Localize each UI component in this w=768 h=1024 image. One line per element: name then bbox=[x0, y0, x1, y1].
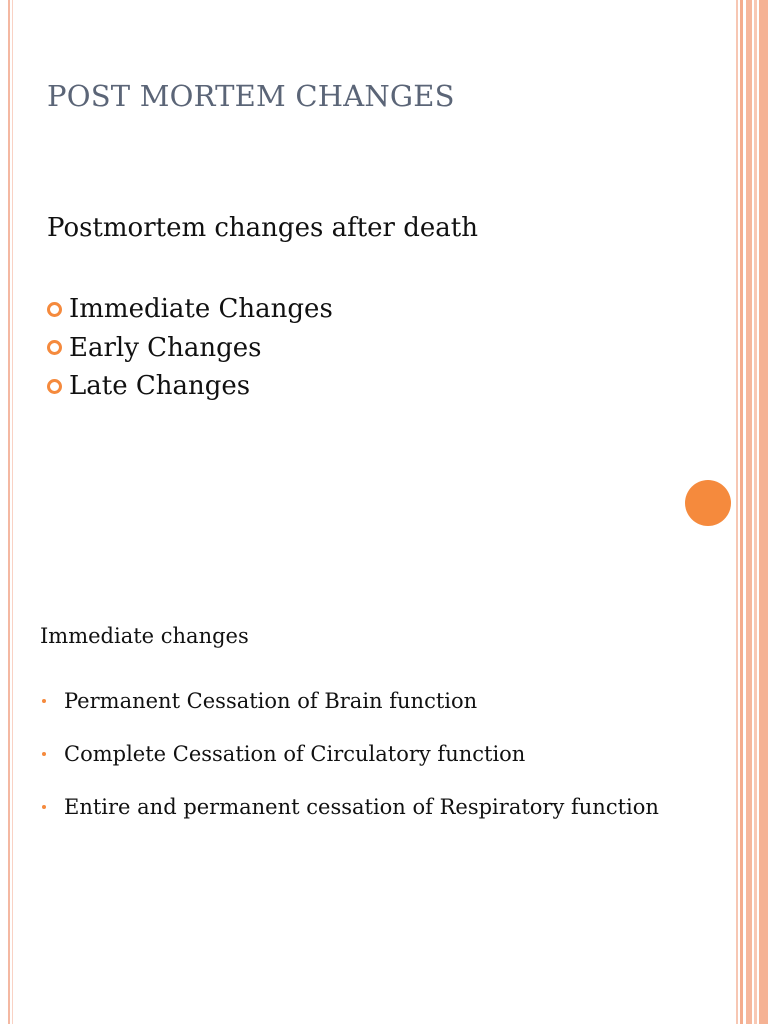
list-item-label: Early Changes bbox=[69, 332, 262, 363]
border-stripe bbox=[754, 0, 757, 1024]
border-stripe bbox=[740, 0, 743, 1024]
left-border-line-inner bbox=[12, 0, 13, 1024]
list-item-label: Entire and permanent cessation of Respiratory function bbox=[64, 794, 659, 819]
list-item-label: Immediate Changes bbox=[69, 294, 333, 325]
list-item-label: Late Changes bbox=[69, 371, 251, 402]
border-stripe bbox=[736, 0, 738, 1024]
border-stripe bbox=[759, 0, 768, 1024]
immediate-changes-heading: Immediate changes bbox=[40, 624, 249, 648]
list-item bbox=[40, 727, 659, 780]
border-stripe bbox=[746, 0, 752, 1024]
list-item bbox=[40, 780, 659, 833]
right-decorative-border bbox=[736, 0, 768, 1024]
decorative-circle bbox=[685, 480, 731, 526]
list-item-label: Permanent Cessation of Brain function bbox=[64, 688, 478, 713]
list-item bbox=[47, 329, 333, 368]
left-border-line bbox=[8, 0, 10, 1024]
ring-bullet-icon bbox=[47, 379, 62, 394]
list-item bbox=[47, 290, 333, 329]
list-item-label: Complete Cessation of Circulatory function bbox=[64, 741, 526, 766]
ring-bullet-icon bbox=[47, 340, 62, 355]
dot-bullet-icon bbox=[42, 699, 46, 703]
immediate-changes-list bbox=[40, 674, 659, 833]
change-type-list bbox=[47, 290, 333, 406]
list-item bbox=[40, 674, 659, 727]
dot-bullet-icon bbox=[42, 805, 46, 809]
slide-subtitle: Postmortem changes after death bbox=[47, 213, 478, 243]
list-item bbox=[47, 367, 333, 406]
ring-bullet-icon bbox=[47, 302, 62, 317]
slide-title: POST MORTEM CHANGES bbox=[47, 79, 455, 113]
dot-bullet-icon bbox=[42, 752, 46, 756]
